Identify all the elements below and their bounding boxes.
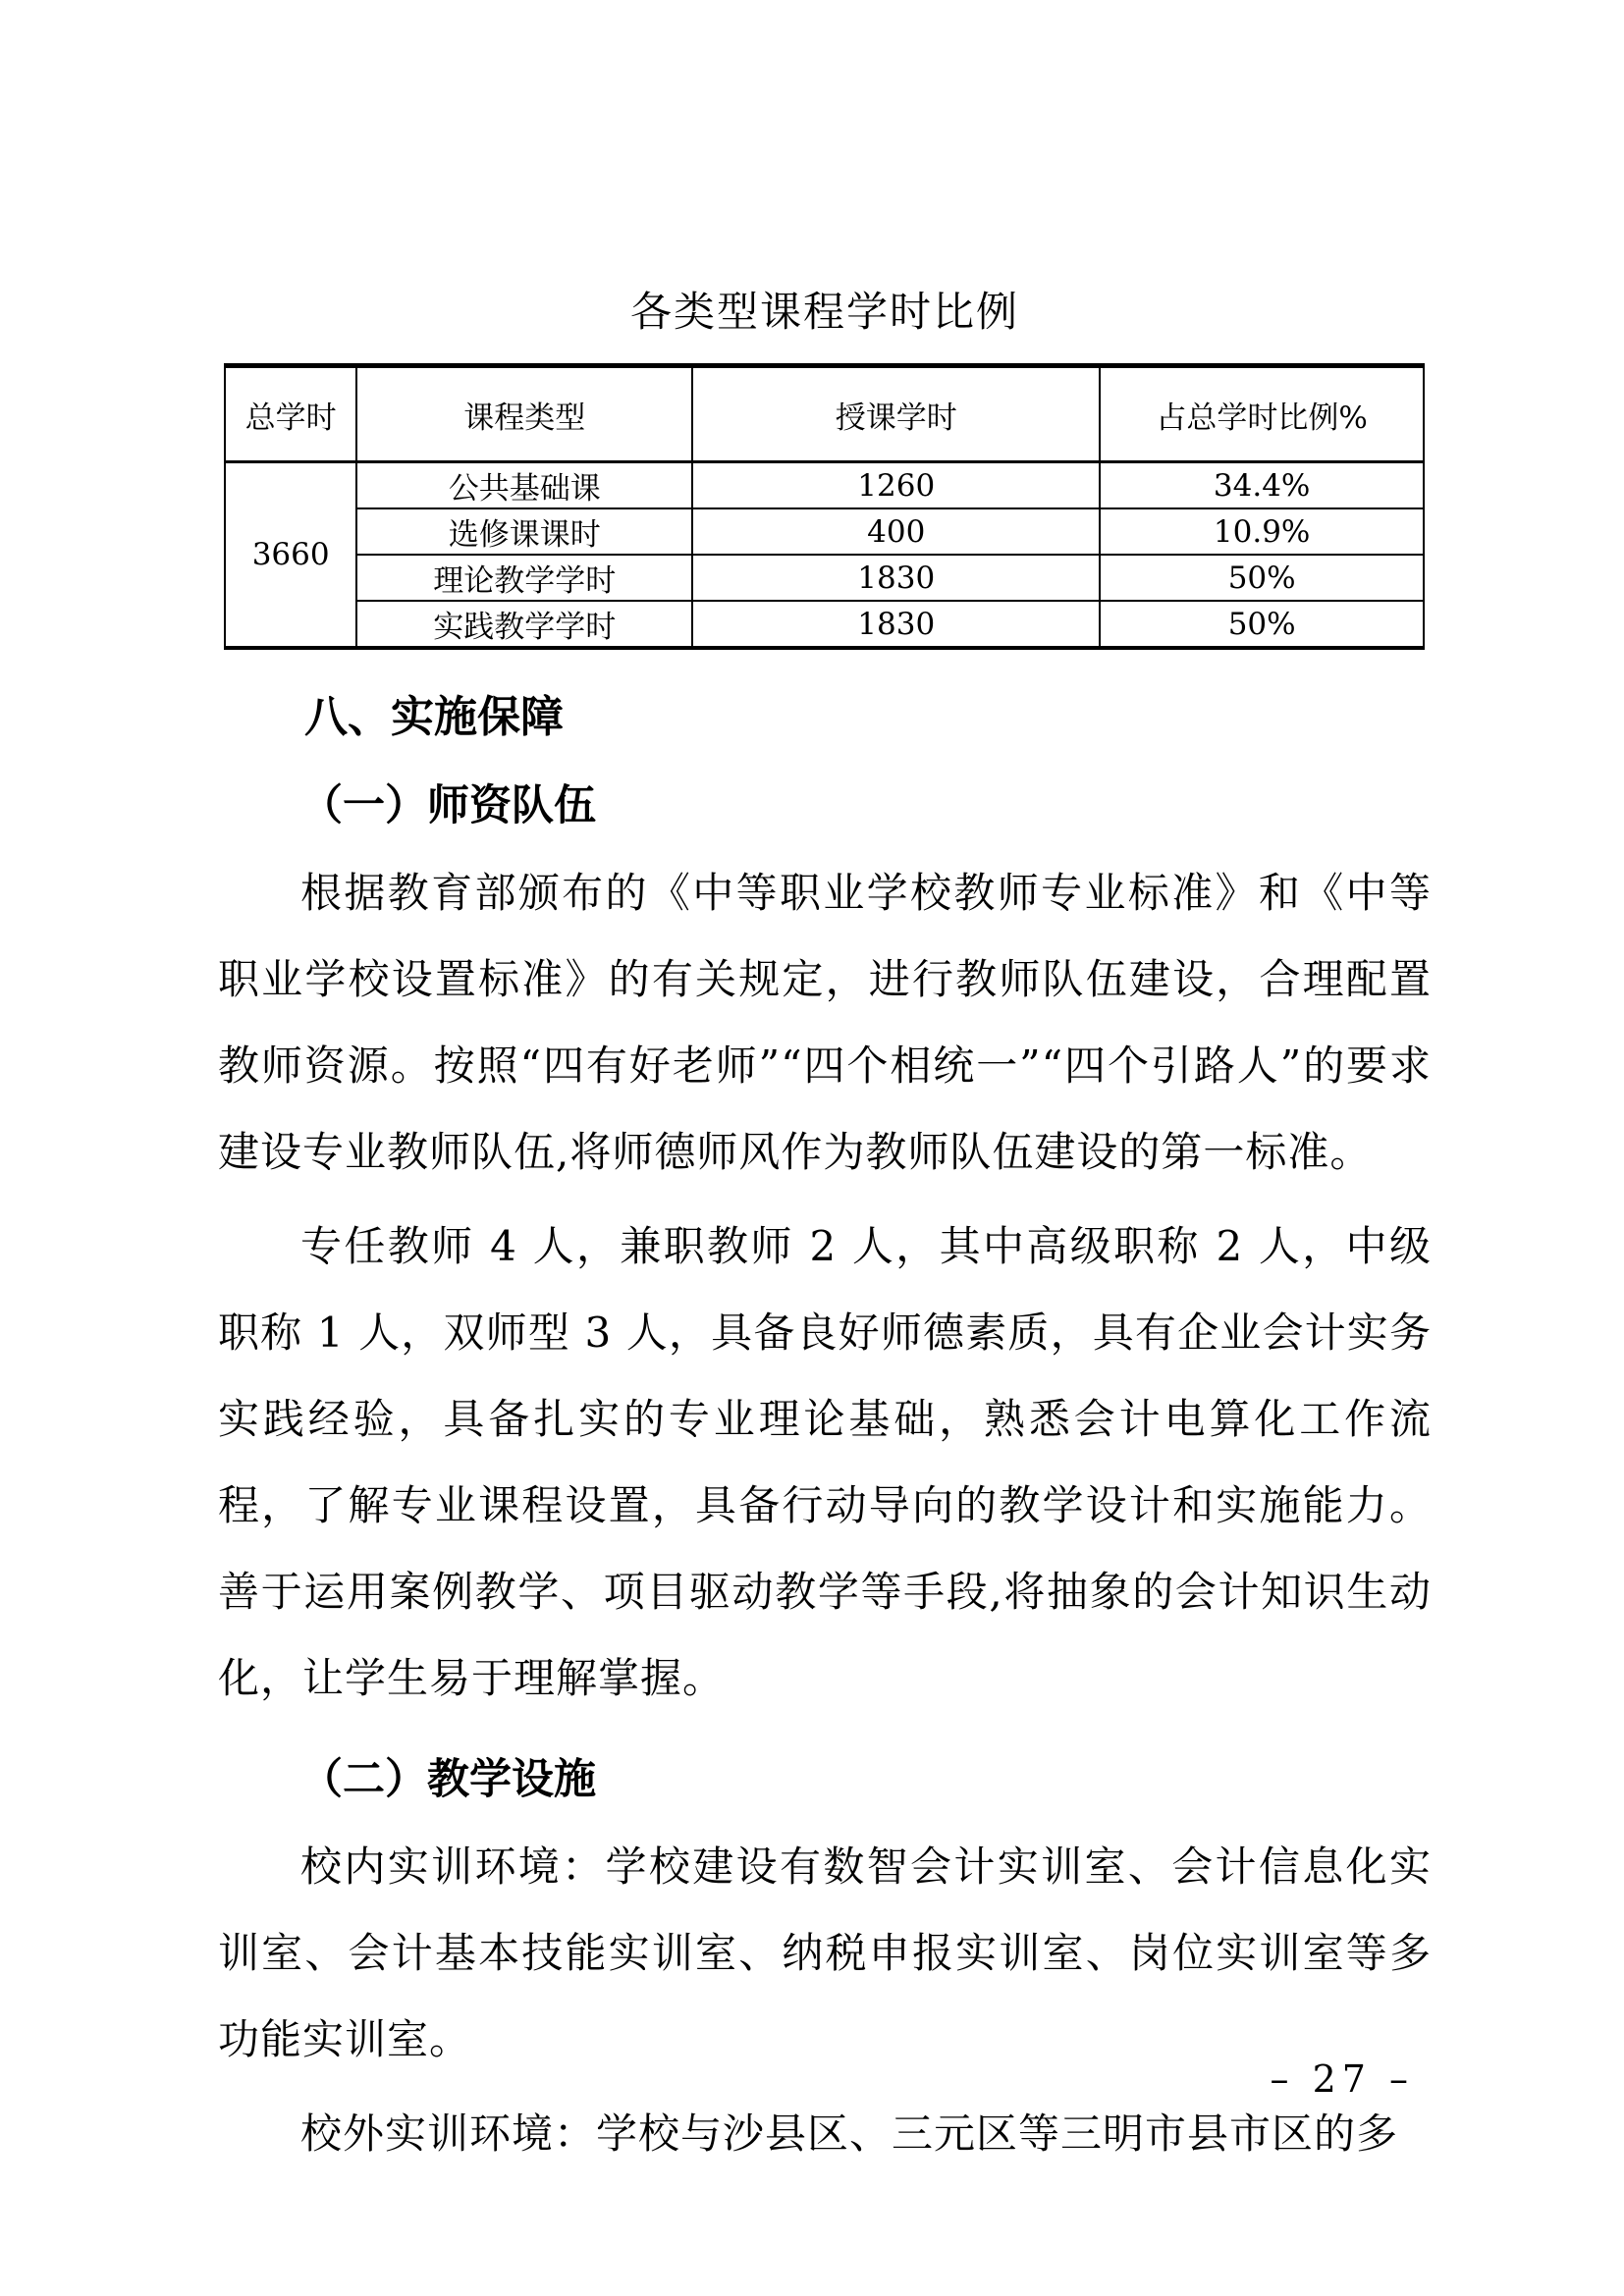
page-number: – 27 – xyxy=(1270,2057,1414,2101)
cell-teaching-hours: 400 xyxy=(692,508,1100,555)
header-teaching-hours: 授课学时 xyxy=(692,366,1100,462)
paragraph-on-campus-training: 校内实训环境：学校建设有数智会计实训室、会计信息化实训室、会计基本技能实训室、纳税申报实训室、岗位实训室等多功能实训室。 xyxy=(218,1842,1432,2063)
paragraph-teacher-composition: 专任教师 4 人，兼职教师 2 人，其中高级职称 2 人，中级职称 1 人，双师型 3 人，具备良好师德素质，具有企业会计实务实践经验，具备扎实的专业理论基础，熟悉会计电算化工作流程，了解专业课程设置，具备行动导向的教学设计和实施能力。善于运用案例教学、项目驱动教学等手段,将抽象的会计知识生动化，让学生易于理解掌握。 xyxy=(218,1222,1432,1702)
cell-course-type: 公共基础课 xyxy=(356,462,692,509)
cell-percent: 34.4% xyxy=(1100,462,1424,509)
cell-teaching-hours: 1830 xyxy=(692,601,1100,648)
cell-course-type: 实践教学学时 xyxy=(356,601,692,648)
section-heading-implementation-guarantee: 八、实施保障 xyxy=(304,692,564,742)
table-row xyxy=(225,601,1424,648)
cell-percent: 50% xyxy=(1100,555,1424,601)
cell-teaching-hours: 1830 xyxy=(692,555,1100,601)
header-course-type: 课程类型 xyxy=(356,366,692,462)
cell-percent: 50% xyxy=(1100,601,1424,648)
cell-teaching-hours: 1260 xyxy=(692,462,1100,509)
paragraph-teacher-standards: 根据教育部颁布的《中等职业学校教师专业标准》和《中等职业学校设置标准》的有关规定，进行教师队伍建设，合理配置教师资源。按照“四有好老师”“四个相统一”“四个引路人”的要求建设专业教师队伍,将师德师风作为教师队伍建设的第一标准。 xyxy=(218,869,1432,1176)
header-total-hours: 总学时 xyxy=(225,366,356,462)
page-content xyxy=(218,287,1432,2177)
header-percent: 占总学时比例% xyxy=(1100,366,1424,462)
table-header-row xyxy=(225,366,1424,462)
subsection-heading-teaching-facilities: （二）教学设施 xyxy=(300,1755,596,1804)
table-row xyxy=(225,555,1424,601)
cell-total-hours: 3660 xyxy=(225,462,356,649)
course-hours-table xyxy=(224,363,1425,650)
cell-course-type: 选修课课时 xyxy=(356,508,692,555)
table-title: 各类型课程学时比例 xyxy=(629,288,1019,336)
paragraph-off-campus-training: 校外实训环境：学校与沙县区、三元区等三明市县市区的多 xyxy=(300,2109,1399,2158)
cell-percent: 10.9% xyxy=(1100,508,1424,555)
table-row xyxy=(225,508,1424,555)
subsection-heading-teaching-staff: （一）师资队伍 xyxy=(300,781,596,830)
cell-course-type: 理论教学学时 xyxy=(356,555,692,601)
table-row xyxy=(225,462,1424,509)
